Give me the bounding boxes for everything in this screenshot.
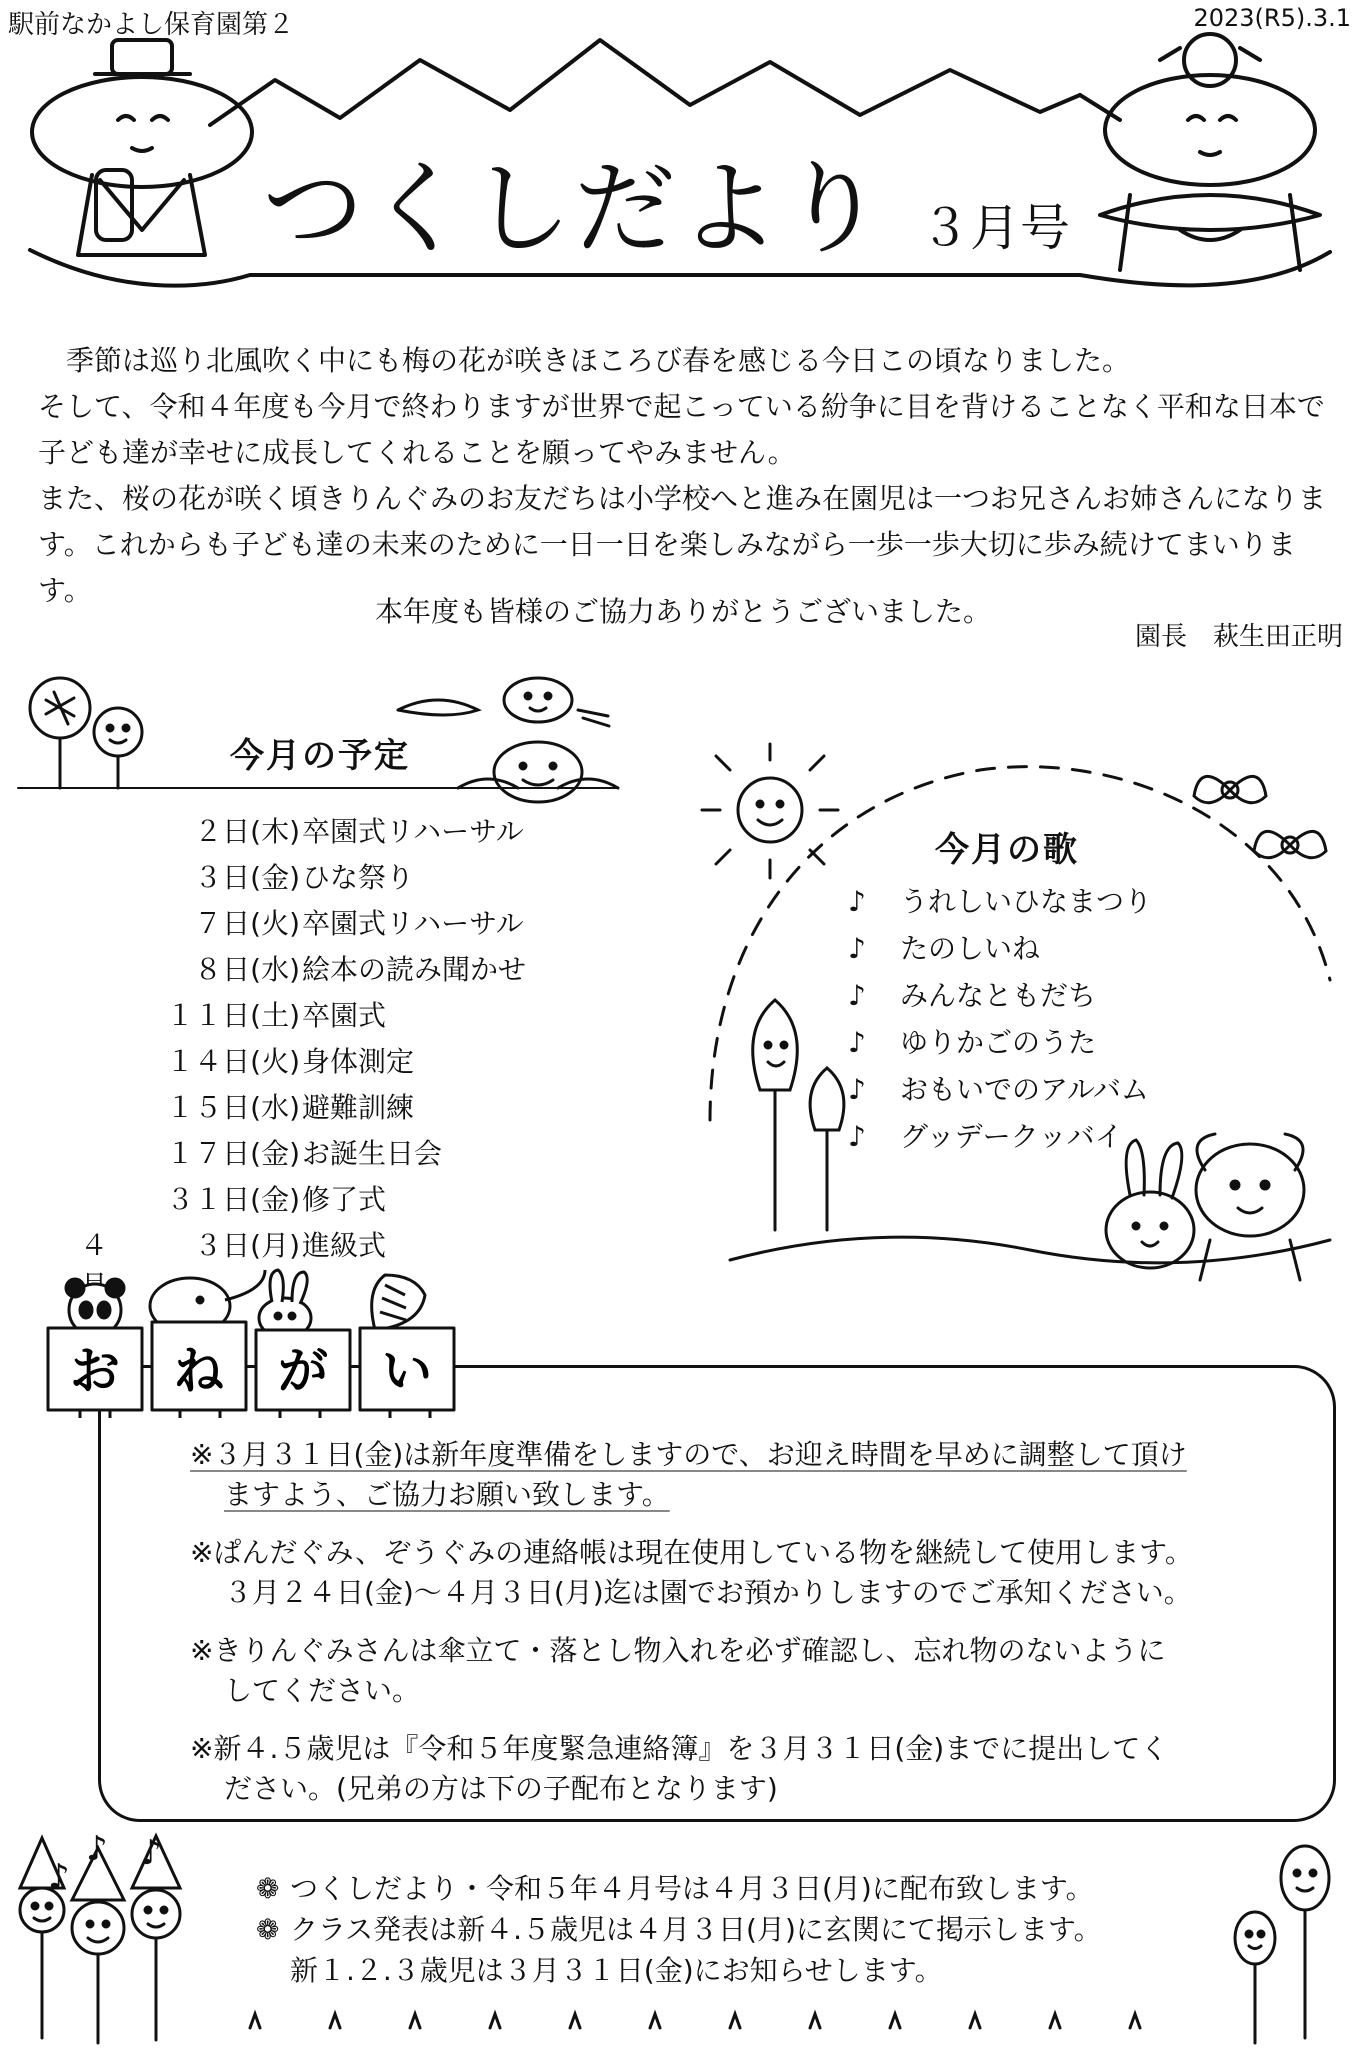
tsukushi-icon — [753, 1000, 798, 1230]
request-line: ださい。(兄弟の方は下の子配布となります) — [224, 1772, 778, 1805]
schedule-date: ７日(火) — [194, 907, 300, 940]
banner-letter: い — [382, 1342, 432, 1400]
onegai-banner — [40, 1270, 460, 1420]
request-line: ※ぱんだぐみ、ぞうぐみの連絡帳は現在使用している物を継続して使用します。 — [190, 1536, 1193, 1569]
schedule-date: １５日(水) — [166, 1091, 300, 1124]
banner-letter: お — [70, 1342, 120, 1400]
schedule-date: １７日(金) — [166, 1137, 300, 1170]
greeting-paragraph: そして、令和４年度も今月で終わりますが世界で起こっている紛争に目を背けることなく平和な日本で子ども達が幸せに成長してくれることを願ってやみません。 — [38, 390, 1325, 469]
request-item — [190, 1729, 1300, 1809]
song-item — [848, 974, 1152, 1021]
notice-continuation: 新１.２.３歳児は３月３１日(金)にお知らせします。 — [290, 1954, 943, 1987]
request-line: ３月２４日(金)～４月３日(月)迄は園でお預かりしますのでご承知ください。 — [224, 1576, 1192, 1609]
request-item — [190, 1435, 1300, 1515]
butterfly-icon — [1194, 776, 1266, 802]
cloud-character-icon — [398, 678, 609, 726]
party-tsukushi-icon — [72, 1848, 124, 2043]
music-note-icon: ♪ — [848, 932, 866, 965]
schedule-date: ８日(水) — [194, 953, 300, 986]
schedule-event: 卒園式リハーサル — [302, 815, 524, 848]
music-note-icon: ♪ — [86, 1829, 108, 1869]
songs-title: 今月の歌 — [935, 830, 1079, 870]
issue-label: ３月号 — [920, 199, 1070, 257]
newsletter-title: つくしだより — [262, 150, 886, 269]
song-title: ゆりかごのうた — [900, 1026, 1097, 1059]
tsukushi-icon — [810, 1068, 844, 1230]
tree-icon — [30, 678, 90, 788]
schedule-event: お誕生日会 — [302, 1137, 443, 1170]
school-name: 駅前なかよし保育園第２ — [8, 10, 295, 40]
schedule-date: ３１日(金) — [166, 1183, 300, 1216]
requests-list — [190, 1435, 1300, 1827]
songs-list — [848, 880, 1152, 1162]
issue-date: 2023(R5).3.1 — [1193, 4, 1351, 32]
request-line: ※３月３１日(金)は新年度準備をしますので、お迎え時間を早めに調整して頂け — [190, 1438, 1187, 1471]
music-note-icon: ♪ — [848, 885, 866, 918]
schedule-event: ひな祭り — [302, 861, 415, 894]
request-item — [190, 1631, 1300, 1711]
principal-signature: 園長 萩生田正明 — [1134, 622, 1343, 652]
song-item — [848, 1115, 1152, 1162]
song-item — [848, 1068, 1152, 1115]
greeting-paragraph: また、桜の花が咲く頃きりんぐみのお友だちは小学校へと進み在園児は一つお兄さんお姉さんになります。これからも子ども達の未来のために一日一日を楽しみながら一歩一歩大切に歩み続けてまいります。 — [38, 482, 1327, 607]
music-note-icon: ♪ — [848, 1026, 866, 1059]
greeting-paragraph: 季節は巡り北風吹く中にも梅の花が咲きほころび春を感じる今日この頃なりました。 — [38, 344, 1131, 377]
tree-icon — [94, 708, 142, 788]
request-item — [190, 1533, 1300, 1613]
song-title: みんなともだち — [900, 979, 1097, 1012]
music-note-icon: ♪ — [140, 1833, 162, 1873]
schedule-date: ２日(木) — [194, 815, 300, 848]
music-note-icon: ♪ — [848, 1073, 866, 1106]
flower-bullet-icon: ❁ — [256, 1913, 280, 1946]
right-doll-icon — [1100, 34, 1320, 270]
schedule-date: １４日(火) — [166, 1045, 300, 1078]
song-title: たのしいね — [900, 932, 1041, 965]
schedule-title: 今月の予定 — [230, 736, 410, 776]
music-note-icon: ♪ — [848, 979, 866, 1012]
schedule-event: 修了式 — [302, 1183, 387, 1216]
banner-letter: ね — [174, 1342, 224, 1400]
mountain-frame — [210, 40, 1080, 125]
schedule-month: ４ — [80, 1229, 109, 1262]
banner-letter: が — [278, 1342, 328, 1400]
schedule-event: 卒園式リハーサル — [302, 907, 524, 940]
song-title: うれしいひなまつり — [900, 885, 1153, 918]
music-note-icon: ♪ — [48, 1857, 70, 1897]
song-title: グッデークッバイ — [900, 1120, 1123, 1153]
flower-bullet-icon: ❁ — [256, 1872, 280, 1905]
song-item — [848, 1021, 1152, 1068]
greeting-thanks: 本年度も皆様のご協力ありがとうございました。 — [375, 595, 992, 628]
notice-text: つくしだより・令和５年４月号は４月３日(月)に配布致します。 — [290, 1872, 1094, 1905]
mole-character-icon — [458, 742, 618, 802]
left-doll-icon — [32, 40, 252, 255]
schedule-event: 避難訓練 — [302, 1091, 415, 1124]
schedule-date: ３日(金) — [194, 861, 300, 894]
tsukushi-icon — [1281, 1846, 1329, 2038]
dog-icon — [1196, 1134, 1304, 1280]
notices-list — [256, 1868, 1102, 1991]
schedule-event: 身体測定 — [302, 1045, 415, 1078]
request-line: ※きりんぐみさんは傘立て・落とし物入れを必ず確認し、忘れ物のないように — [190, 1634, 1166, 1667]
rabbit-icon — [259, 1270, 311, 1338]
butterfly-icon — [1254, 831, 1326, 857]
song-item — [848, 927, 1152, 974]
music-note-icon: ♪ — [848, 1120, 866, 1153]
song-title: おもいでのアルバム — [900, 1073, 1149, 1106]
tsukushi-icon — [1235, 1912, 1275, 2043]
notice-item — [256, 1868, 1102, 1909]
sun-icon — [702, 744, 838, 878]
greeting-message — [38, 338, 1338, 614]
request-line: ※新４.５歳児は『令和５年度緊急連絡簿』を３月３１日(金)までに提出してく — [190, 1732, 1169, 1765]
schedule-date: ３日(月) — [194, 1229, 300, 1262]
notice-item — [256, 1909, 1102, 1950]
schedule-date: １１日(土) — [166, 999, 300, 1032]
request-line: ますよう、ご協力お願い致します。 — [224, 1478, 670, 1511]
song-item — [848, 880, 1152, 927]
schedule-event: 進級式 — [302, 1229, 387, 1262]
schedule-event: 絵本の読み聞かせ — [302, 953, 527, 986]
zebra-icon — [372, 1275, 425, 1330]
notice-text: クラス発表は新４.５歳児は４月３日(月)に玄関にて掲示します。 — [290, 1913, 1102, 1946]
request-line: してください。 — [224, 1674, 421, 1707]
schedule-event: 卒園式 — [302, 999, 387, 1032]
